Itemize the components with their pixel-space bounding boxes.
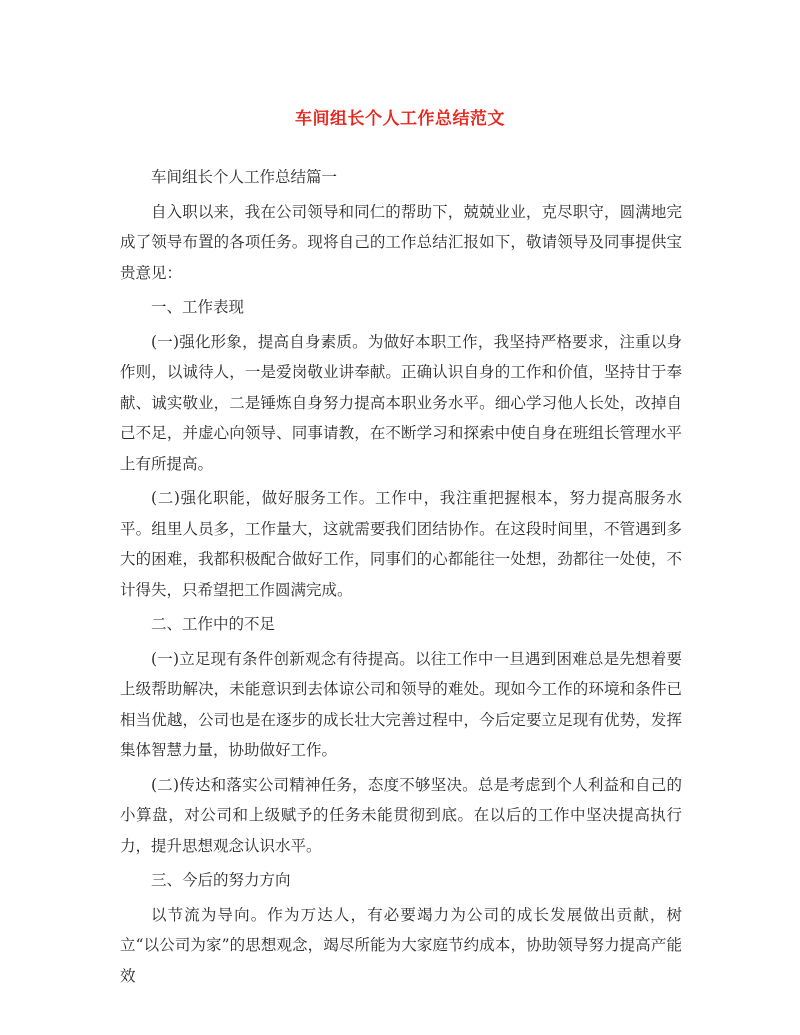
intro-paragraph: 自入职以来，我在公司领导和同仁的帮助下，兢兢业业，克尽职守，圆满地完成了领导布置的各项任务。现将自己的工作总结汇报如下，敬请领导及同事提供宝贵意见： <box>120 202 682 282</box>
paragraph-innovation: (一)立足现有条件创新观念有待提高。以往工作中一旦遇到困难总是先想着要上级帮助解决，未能意识到去体谅公司和领导的难处。现如今工作的环境和条件已相当优越，公司也是在逐步的成长壮大完善过程中，今后定要立足现有优势，发挥集体智慧力量，协助做好工作。 <box>120 649 682 759</box>
paragraph-execution: (二)传达和落实公司精神任务，态度不够坚决。总是考虑到个人利益和自己的小算盘，对公司和上级赋予的任务未能贯彻到底。在以后的工作中坚决提高执行力，提升思想观念认识水平。 <box>120 775 682 855</box>
heading-shortcomings: 二、工作中的不足 <box>151 615 276 633</box>
document-body <box>120 162 682 991</box>
paragraph-image-quality: (一)强化形象，提高自身素质。为做好本职工作，我坚持严格要求，注重以身作则，以诚待人，一是爱岗敬业讲奉献。正确认识自身的工作和价值，坚持甘于奉献、诚实敬业，二是锤炼自身努力提高本职业务水平。细心学习他人长处，改掉自己不足，并虚心向领导、同事请教，在不断学习和探索中使自身在班组长管理水平上有所提高。 <box>120 332 682 473</box>
paragraph-service-work: (二)强化职能，做好服务工作。工作中，我注重把握根本，努力提高服务水平。组里人员多，工作量大，这就需要我们团结协作。在这段时间里，不管遇到多大的困难，我都积极配合做好工作，同事们的心都能往一处想，劲都往一处使，不计得失，只希望把工作圆满完成。 <box>120 489 682 599</box>
section-heading-part-one: 车间组长个人工作总结篇一 <box>151 168 338 186</box>
document-title: 车间组长个人工作总结范文 <box>295 109 505 129</box>
heading-work-performance: 一、工作表现 <box>151 298 245 316</box>
paragraph-cost-saving: 以节流为导向。作为万达人，有必要竭力为公司的成长发展做出贡献，树立“以公司为家”的思想观念，竭尽所能为大家庭节约成本，协助领导努力提高产能效 <box>120 905 682 985</box>
heading-future-direction: 三、今后的努力方向 <box>151 871 291 889</box>
